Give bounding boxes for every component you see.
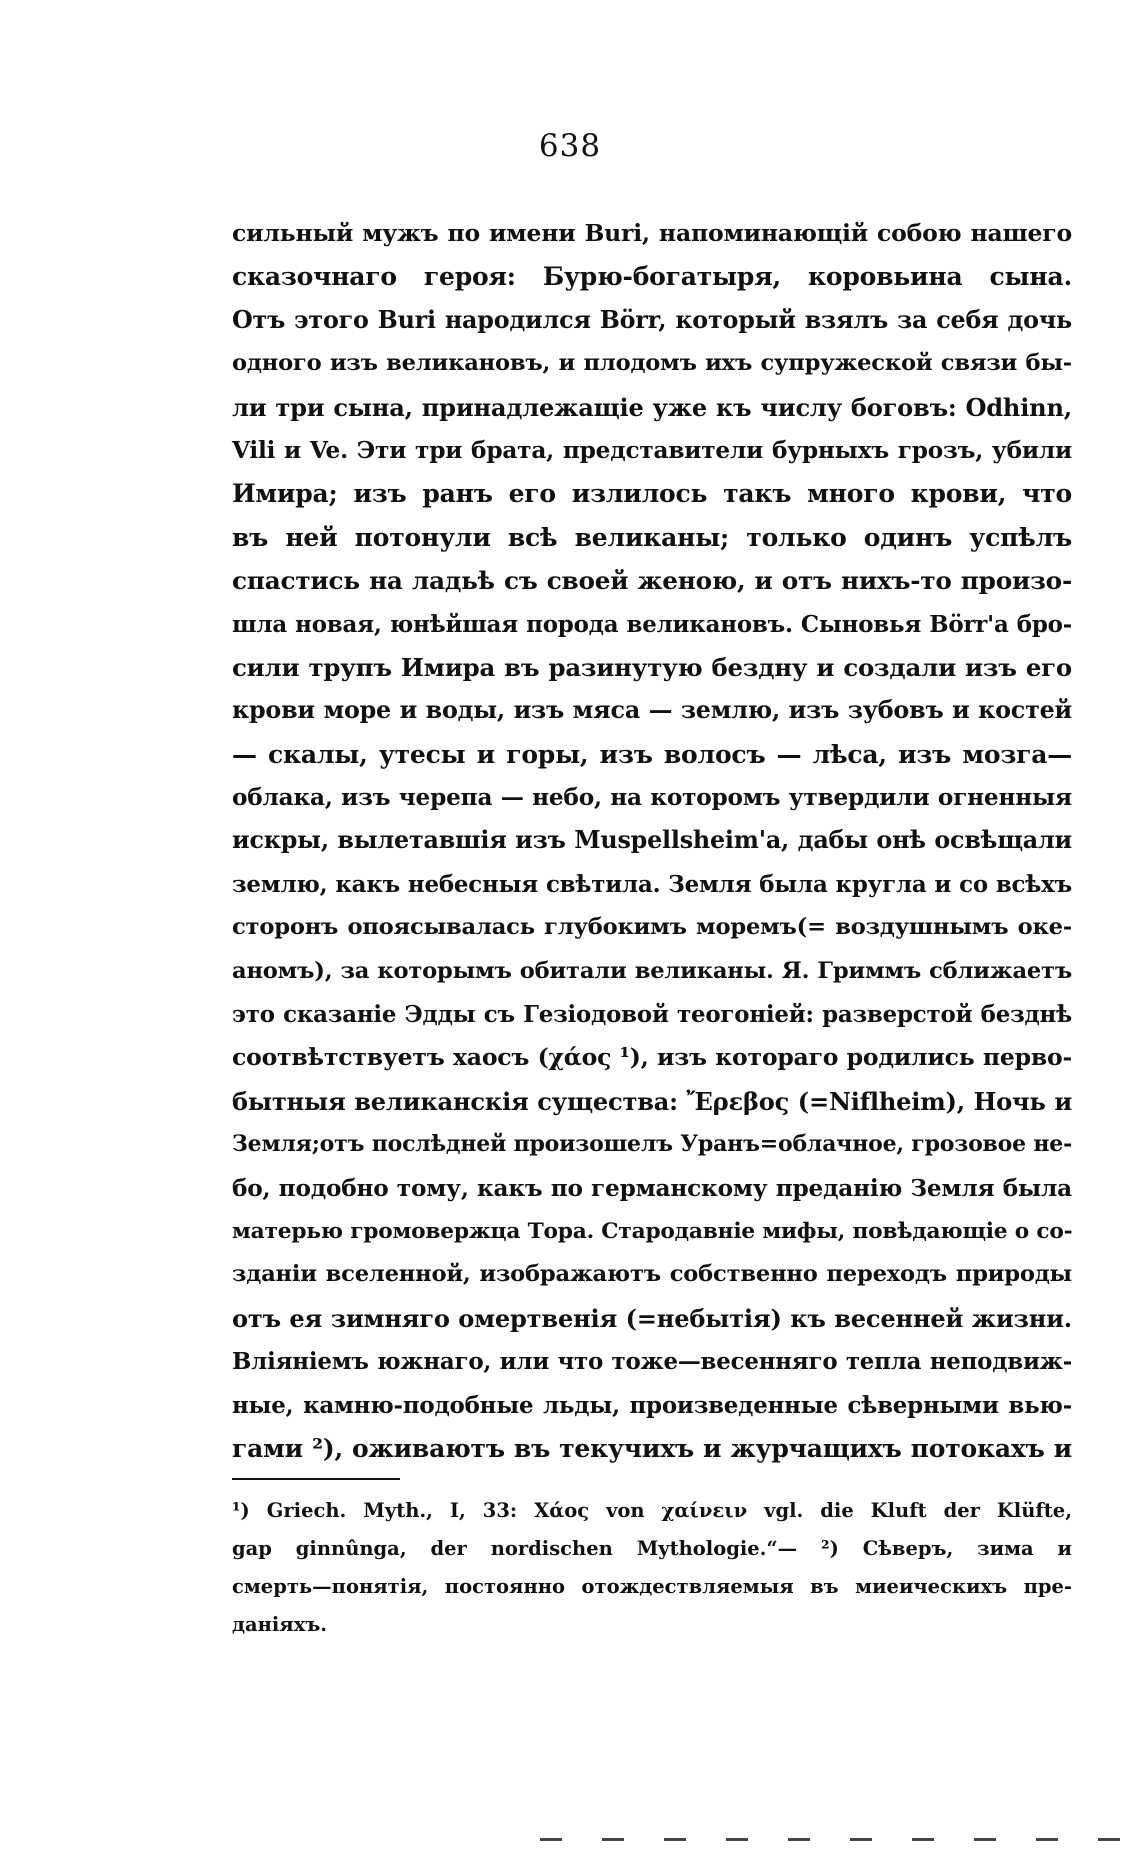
footnote-divider bbox=[232, 1478, 400, 1480]
text-line: Отъ этого Buri народился Börr, который взялъ за себя дочь bbox=[232, 305, 1072, 334]
text-line: соотвѣтствуетъ хаосъ (χάος ¹), изъ котораго родились перво- bbox=[232, 1043, 1072, 1072]
text-line: сторонъ опоясывалась глубокимъ моремъ(= воздушнымъ оке- bbox=[232, 914, 1072, 941]
scan-mark bbox=[664, 1838, 686, 1841]
text-line: бытныя великанскія существа: Ἔρεβος (=Niflheim), Ночь и bbox=[232, 1086, 1072, 1116]
scan-mark bbox=[788, 1838, 810, 1841]
text-line: матерью громовержца Тора. Стародавніе мифы, повѣдающіе о со- bbox=[232, 1218, 1073, 1244]
page-number: 638 bbox=[538, 128, 602, 164]
text-line: — скалы, утесы и горы, изъ волосъ — лѣса, изъ мозга— bbox=[232, 739, 1072, 769]
scan-mark bbox=[1036, 1838, 1058, 1841]
scan-mark bbox=[912, 1838, 934, 1841]
footnotes bbox=[232, 1492, 1072, 1644]
text-line: крови море и воды, изъ мяса — землю, изъ зубовъ и костей bbox=[232, 696, 1072, 725]
scan-mark bbox=[726, 1838, 748, 1841]
text-line: гами ²), оживаютъ въ текучихъ и журчащихъ потокахъ и bbox=[232, 1433, 1072, 1463]
text-line: сили трупъ Имира въ разинутую бездну и создали изъ его bbox=[232, 652, 1072, 682]
scan-mark bbox=[850, 1838, 872, 1841]
scan-mark bbox=[540, 1838, 562, 1841]
text-line: спастись на ладьѣ съ своей женою, и отъ нихъ-то произо- bbox=[232, 566, 1072, 596]
text-line: ные, камню-подобные льды, произведенные сѣверными вью- bbox=[232, 1391, 1072, 1419]
text-line: землю, какъ небесныя свѣтила. Земля была кругла и со всѣхъ bbox=[232, 870, 1072, 898]
text-line: зданіи вселенной, изображаютъ собственно переходъ природы bbox=[232, 1261, 1072, 1288]
text-line: аномъ), за которымъ обитали великаны. Я. Гриммъ сближаетъ bbox=[232, 957, 1072, 984]
text-line: Vili и Ve. Эти три брата, представители бурныхъ грозъ, убили bbox=[232, 436, 1072, 464]
text-line: сказочнаго героя: Бурю-богатыря, коровьина сына. bbox=[232, 262, 1072, 292]
footnote-line: даніяхъ. bbox=[232, 1613, 328, 1636]
scan-edge-marks bbox=[540, 1838, 1120, 1842]
text-line: сильный мужъ по имени Buri, напоминающій собою нашего bbox=[232, 219, 1072, 247]
text-line: облака, изъ черепа — небо, на которомъ утвердили огненныя bbox=[232, 784, 1072, 812]
text-line: Имира; изъ ранъ его излилось такъ много крови, что bbox=[232, 479, 1072, 509]
text-line: въ ней потонули всѣ великаны; только одинъ успѣлъ bbox=[232, 522, 1072, 552]
scan-mark bbox=[1098, 1838, 1120, 1841]
scan-mark bbox=[974, 1838, 996, 1841]
text-line: шла новая, юнѣйшая порода великановъ. Сыновья Börr'a бро- bbox=[232, 610, 1072, 638]
text-line: Земля;отъ послѣдней произошелъ Уранъ=облачное, грозовое не- bbox=[232, 1131, 1072, 1158]
footnote-line: gap ginnûnga, der nordischen Mythologie.“— ²) Сѣверъ, зима и bbox=[232, 1537, 1072, 1560]
text-line: ли три сына, принадлежащіе уже къ числу боговъ: Odhinn, bbox=[232, 392, 1072, 422]
text-line: Вліяніемъ южнаго, или что тоже—весенняго тепла неподвиж- bbox=[232, 1348, 1072, 1376]
footnote-line: смерть—понятія, постоянно отождествляемыя въ миеическихъ пре- bbox=[232, 1575, 1072, 1598]
text-line: бо, подобно тому, какъ по германскому преданію Земля была bbox=[232, 1174, 1072, 1202]
text-line: отъ ея зимняго омертвенія (=небытія) къ весенней жизни. bbox=[232, 1303, 1072, 1333]
scan-mark bbox=[602, 1838, 624, 1841]
footnote-line: ¹) Griech. Myth., I, 33: Χάος von χαίνειν vgl. die Kluft der Klüfte, bbox=[232, 1499, 1072, 1522]
text-line: это сказаніе Эдды съ Гезіодовой теогоніей: разверстой безднѣ bbox=[232, 1001, 1072, 1029]
text-line: искры, вылетавшія изъ Muspellsheim'a, дабы онѣ освѣщали bbox=[232, 826, 1072, 855]
body-text bbox=[232, 212, 1072, 1470]
text-line: одного изъ великановъ, и плодомъ ихъ супружеской связи бы- bbox=[232, 350, 1072, 377]
